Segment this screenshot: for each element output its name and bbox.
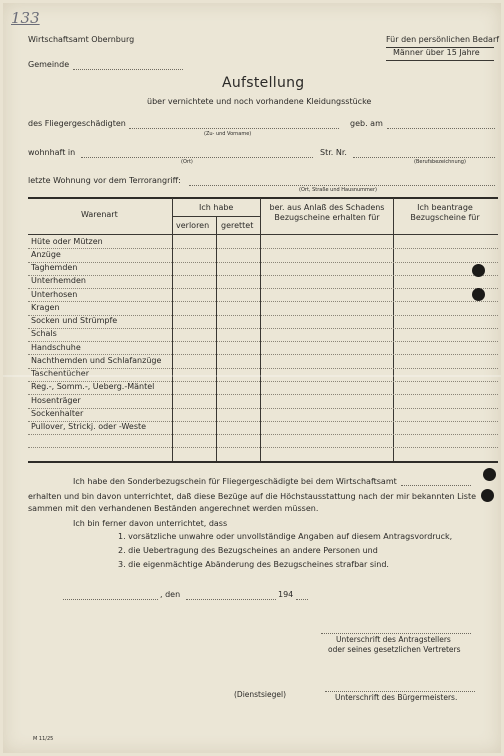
table-row-label: Sockenhalter <box>31 409 84 418</box>
applicant-signature-label1: Unterschrift des Antragstellers <box>336 635 451 644</box>
profession-caption: (Berufsbezeichnung) <box>414 159 466 165</box>
last-residence-line <box>189 185 495 186</box>
seal-label: (Dienstsiegel) <box>234 690 286 699</box>
punch-hole <box>472 264 485 277</box>
declaration-line2: erhalten und bin davon unterrichtet, daß diese Bezüge auf die Höchstausstattung nach der mir bekannten Liste <box>28 492 477 501</box>
table-row-label: Anzüge <box>31 249 61 259</box>
office-name: Wirtschaftsamt Obernburg <box>28 35 135 44</box>
born-line <box>387 128 495 129</box>
header-right-line2: Männer über 15 Jahre <box>393 48 480 57</box>
table-row-divider <box>28 447 498 448</box>
applicant-signature-line <box>321 633 471 634</box>
print-code: M 11/25 <box>33 736 54 742</box>
punch-hole <box>481 489 494 502</box>
declaration-line3: sammen mit den verhandenen Beständen angerechnet werden müssen. <box>28 504 319 513</box>
col-header-lost: verloren <box>176 221 210 230</box>
table-row-label: Reg.-, Somm.-, Ueberg.-Mäntel <box>31 382 155 392</box>
municipality-line <box>73 69 183 70</box>
declaration-item2: 2. die Uebertragung des Bezugscheines an andere Personen und <box>118 546 378 555</box>
table-row-divider <box>28 301 498 302</box>
office-fill-line <box>401 485 471 486</box>
last-residence-label: letzte Wohnung vor dem Terrorangriff: <box>28 176 181 185</box>
victim-name-line <box>129 128 339 129</box>
page-title: Aufstellung <box>222 75 305 91</box>
table-row-divider <box>28 262 498 263</box>
residence-label: wohnhaft in <box>28 148 76 157</box>
header-right-rule-bottom <box>386 60 494 61</box>
table-col-line-2 <box>216 217 217 461</box>
place-date-line <box>63 599 158 600</box>
born-label: geb. am <box>350 119 383 128</box>
col-header-request: Ich beantrage Bezugscheine für <box>410 203 480 222</box>
declaration-item1: 1. vorsätzliche unwahre oder unvollständige Angaben auf diesem Antragsvordruck, <box>118 532 453 541</box>
table-row-label: Hosenträger <box>31 395 81 405</box>
table-row-label: Taschentücher <box>31 369 89 379</box>
mayor-signature-label: Unterschrift des Bürgermeisters. <box>335 693 458 702</box>
table-row-label: Unterhosen <box>31 289 78 299</box>
year-prefix: 194 <box>278 590 294 599</box>
date-line <box>186 599 276 600</box>
table-top-rule <box>28 197 498 199</box>
table-row-label: Schals <box>31 329 57 339</box>
handwritten-number: 133 <box>11 9 40 27</box>
table-row-divider <box>28 368 498 369</box>
table-row-divider <box>28 434 498 435</box>
table-row-label: Pullover, Strickj. oder -Weste <box>31 422 147 432</box>
declaration-line1: Ich habe den Sonderbezugschein für Fliegergeschädigte bei dem Wirtschaftsamt <box>73 477 397 486</box>
col-header-have: Ich habe <box>199 203 234 212</box>
victim-label: des Fliegergeschädigten <box>28 119 126 128</box>
applicant-signature-label2: oder seines gesetzlichen Vertreters <box>328 645 461 654</box>
table-row-divider <box>28 248 498 249</box>
table-row-divider <box>28 288 498 289</box>
date-label: , den <box>160 590 181 599</box>
fold-mark <box>3 375 501 377</box>
street-line <box>353 157 495 158</box>
last-residence-caption: (Ort, Straße und Hausnummer) <box>299 187 378 193</box>
residence-line <box>81 157 313 158</box>
table-row-label: Taghemden <box>31 263 78 273</box>
table-row-divider <box>28 275 498 276</box>
page-subtitle: über vernichtete und noch vorhandene Kleidungsstücke <box>147 97 372 106</box>
declaration-line4: Ich bin ferner davon unterrichtet, dass <box>73 519 228 528</box>
header-right-line1: Für den persönlichen Bedarf <box>386 35 500 44</box>
table-header-rule <box>28 234 498 235</box>
year-line <box>296 599 308 600</box>
col-header-item: Warenart <box>81 210 118 219</box>
col-header-saved: gerettet <box>221 221 254 230</box>
punch-hole <box>472 288 485 301</box>
street-label: Str. Nr. <box>320 148 347 157</box>
table-row-label: Kragen <box>31 302 60 312</box>
table-row-label: Nachthemden und Schlafanzüge <box>31 355 162 365</box>
table-row-divider <box>28 341 498 342</box>
punch-hole <box>483 468 496 481</box>
table-row-divider <box>28 408 498 409</box>
table-row-divider <box>28 394 498 395</box>
table-row-label: Socken und Strümpfe <box>31 316 118 326</box>
name-caption: (Zu- und Vorname) <box>204 131 252 137</box>
table-row-divider <box>28 328 498 329</box>
table-row-label: Hüte oder Mützen <box>31 236 103 246</box>
place-caption: (Ort) <box>181 159 193 165</box>
table-bottom-rule <box>28 461 498 463</box>
declaration-item3: 3. die eigenmächtige Abänderung des Bezugscheines strafbar sind. <box>118 560 389 569</box>
table-row-label: Unterhemden <box>31 276 86 286</box>
form-sheet <box>3 3 501 753</box>
table-row-label: Handschuhe <box>31 342 81 352</box>
col-header-received: ber. aus Anlaß des Schadens Bezugscheine erhalten für <box>269 203 385 222</box>
mayor-signature-line <box>325 691 475 692</box>
municipality-label: Gemeinde <box>28 60 70 69</box>
